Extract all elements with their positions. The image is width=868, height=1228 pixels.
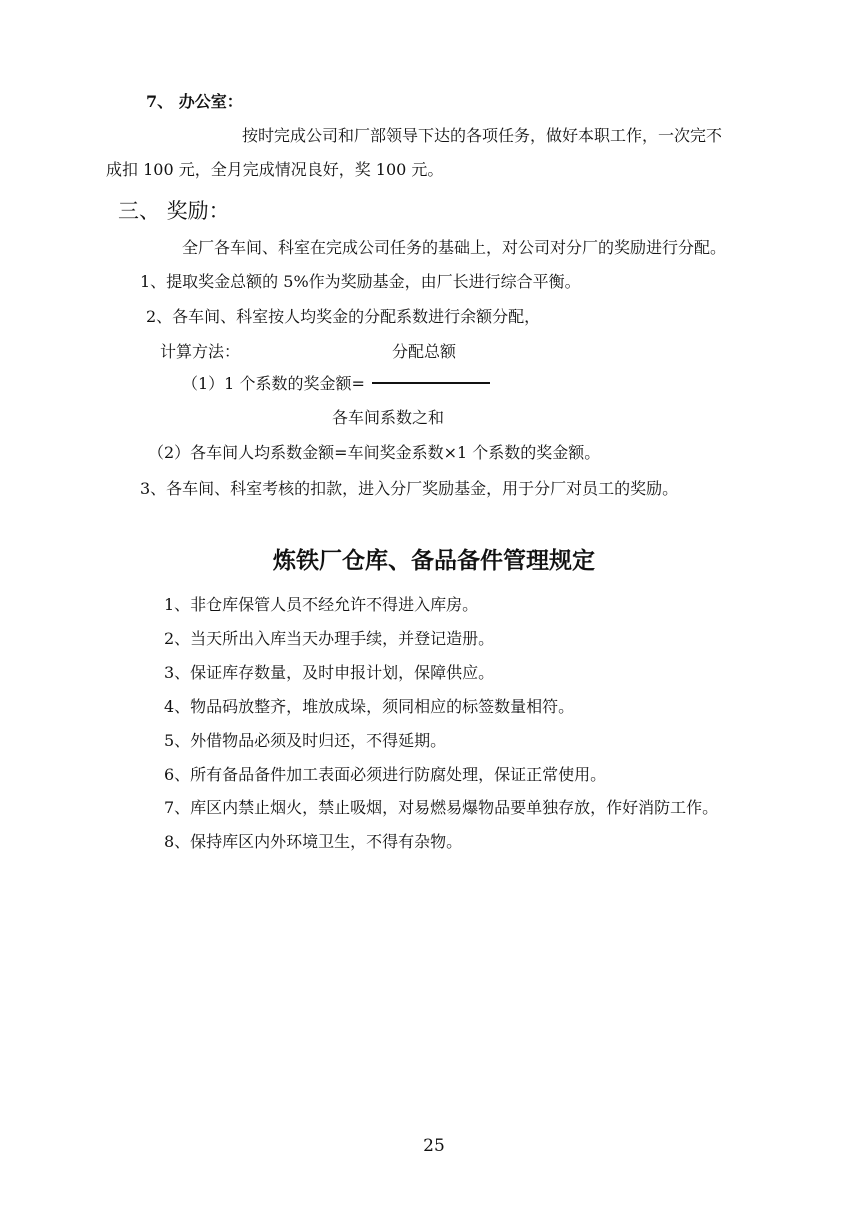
list-item: 7、库区内禁止烟火，禁止吸烟，对易燃易爆物品要单独存放，作好消防工作。 [164,798,719,817]
formula-1: （1）1 个系数的奖金额= [182,374,365,393]
fraction-numerator: 分配总额 [392,342,457,361]
fraction-denominator: 各车间系数之和 [332,408,445,427]
reward-heading: 三、 奖励： [118,199,230,223]
office-heading: 7、 办公室： [146,92,243,111]
reward-item-1: 1、提取奖金总额的 5%作为奖励基金，由厂长进行综合平衡。 [140,272,581,291]
reward-item-2: 2、各车间、科室按人均奖金的分配系数进行余额分配， [146,307,541,326]
list-item: 8、保持库区内外环境卫生，不得有杂物。 [164,832,463,851]
page-number: 25 [423,1136,445,1156]
formula-2: （2）各车间人均系数金额=车间奖金系数×1 个系数的奖金额。 [148,443,601,462]
list-item: 5、外借物品必须及时归还，不得延期。 [164,731,447,750]
list-item: 6、所有备品备件加工表面必须进行防腐处理，保证正常使用。 [164,765,607,784]
list-item: 1、非仓库保管人员不经允许不得进入库房。 [164,595,479,614]
office-paragraph-line-1: 按时完成公司和厂部领导下达的各项任务，做好本职工作，一次完不 [242,126,723,145]
list-item: 2、当天所出入库当天办理手续，并登记造册。 [164,629,495,648]
office-paragraph-line-2: 成扣 100 元，全月完成情况良好，奖 100 元。 [106,160,444,179]
calc-method-label: 计算方法： [160,342,241,361]
list-item: 4、物品码放整齐，堆放成垛，须同相应的标签数量相符。 [164,697,575,716]
reward-intro: 全厂各车间、科室在完成公司任务的基础上，对公司对分厂的奖励进行分配。 [182,238,727,257]
list-item: 3、保证库存数量，及时申报计划，保障供应。 [164,663,495,682]
reward-item-3: 3、各车间、科室考核的扣款，进入分厂奖励基金，用于分厂对员工的奖励。 [140,479,679,498]
fraction-bar [372,382,490,384]
warehouse-title: 炼铁厂仓库、备品备件管理规定 [273,548,595,574]
